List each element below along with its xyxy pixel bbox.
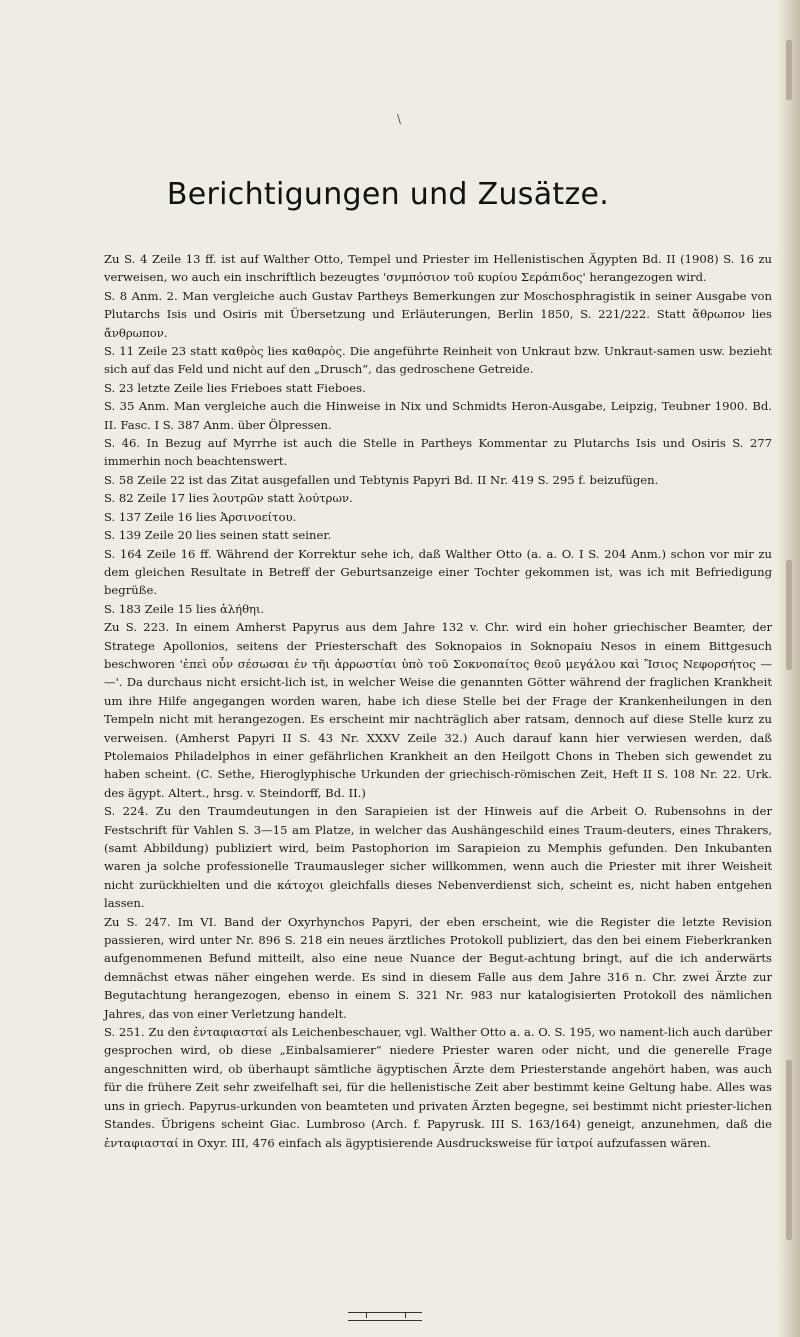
correction-entry xyxy=(104,342,772,379)
page-reference: S. 23 xyxy=(104,380,134,395)
correction-entry xyxy=(104,545,772,600)
page-title: Berichtigungen und Zusätze. xyxy=(166,177,610,212)
correction-entry xyxy=(104,618,772,802)
stray-mark: \ xyxy=(397,112,402,126)
correction-text: letzte Zeile lies Frieboes statt Fieboes. xyxy=(137,380,366,395)
page-reference: S. 58 xyxy=(104,472,134,487)
page-edge-shadow xyxy=(776,0,800,1337)
correction-text: Zu den Traumdeutungen in den Sarapieien ist der Hinweis auf die Arbeit O. Rubensohns in der Festschrift für Vahlen S. 3—15 am Platze, in welcher das Aushängeschild eines Traum-deuters, eines Thrakers, (samt Abbildung) publiziert wird, beim Pastophorion im Sarapieion zu Memphis gefunden. Den Inkubanten waren ja solche professionelle Traumausleger sicher willkommen, wenn auch die Priester mit ihrer Weisheit nicht zurückhielten und die κάτοχοι gleichfalls dieses Nebenverdienst sich, scheint es, nicht haben entgehen lassen. xyxy=(104,804,772,911)
edge-stain xyxy=(786,1060,792,1240)
correction-text: Zu den ἐνταφιασταί als Leichenbeschauer, vgl. Walther Otto a. a. O. S. 195, wo nament-lich auch darüber gesprochen wird, ob diese „Einbalsamierer“ niedere Priester waren oder nicht, und die generelle Frage angeschnitten wird, ob überhaupt sämtliche ägyptischen Ärzte dem Priesterstande angehört haben, was auch für die frühere Zeit sehr zweifelhaft sei, für die hellenistische Zeit aber bestimmt keine Geltung habe. Alles was uns in griech. Papyrus-urkunden von beamteten und privaten Ärzten begegne, sei bestimmt nicht priester-lichen Standes. Übrigens scheint Giac. Lumbroso (Arch. f. Papyrusk. III S. 163/164) geneigt, anzunehmen, daß die ἐνταφιασταί in Oxyr. III, 476 einfach als ägyptisierende Ausdrucksweise für ἰατροί aufzufassen wären. xyxy=(104,1025,773,1150)
correction-entry xyxy=(104,526,772,544)
page-reference: Zu S. 4 xyxy=(104,252,148,266)
page-reference: Zu S. 247. xyxy=(104,914,171,929)
correction-entry xyxy=(104,508,772,526)
correction-text: Anm. 2. Man vergleiche auch Gustav Partheys Bemerkungen zur Moschosphragistik in seiner Ausgabe von Plutarchs Isis und Osiris mit Übersetzung und Erläuterungen, Berlin 1850, S. 221/222. Statt ἄθρωπον lies ἄνθρωπον. xyxy=(104,288,772,340)
page-reference: S. 164 xyxy=(104,546,143,561)
edge-stain xyxy=(786,560,792,670)
correction-text: Im VI. Band der Oxyrhynchos Papyri, der eben erscheint, wie die Register die letzte Revision passieren, wird unter Nr. 896 S. 218 ein neues ärztliches Protokoll publiziert, das den bei einem Fieberkranken aufgenommenen Befund mitteilt, also eine neue Nuance der Begut-achtung bringt, auf die ich anderwärts demnächst etwas näher eingehen werde. Es sind in diesem Falle aus dem Jahre 316 n. Chr. zwei Ärzte zur Begutachtung herangezogen, ebenso in einem S. 321 Nr. 983 nur katalogisierten Protokoll des nämlichen Jahres, das von einer Verletzung handelt. xyxy=(104,914,773,1021)
page-reference: S. 137 xyxy=(104,509,142,524)
correction-entry xyxy=(104,802,772,912)
page-reference: S. 8 xyxy=(104,288,128,303)
correction-entry xyxy=(104,379,772,397)
correction-entry xyxy=(104,913,772,1023)
correction-text: Zeile 17 lies λουτρῶν statt λούτρων. xyxy=(137,491,353,506)
correction-text: Zeile 16 lies Ἀρσινοείτου. xyxy=(144,509,297,524)
correction-text: Zeile 23 statt καθρὸς lies καθαρὸς. Die angeführte Reinheit von Unkraut bzw. Unkraut-samen usw. bezieht sich auf das Feld und nicht auf den „Drusch“, das gedroschene Getreide. xyxy=(104,344,772,377)
page-reference: S. 251. xyxy=(104,1025,145,1040)
correction-entry xyxy=(104,471,772,489)
correction-entry xyxy=(104,489,772,507)
page-reference: Zu S. 223. xyxy=(104,620,170,635)
page-reference: S. 139 xyxy=(104,528,142,543)
correction-text: Zeile 16 ff. Während der Korrektur sehe ich, daß Walther Otto (a. a. O. I S. 204 Anm.) schon vor mir zu dem gleichen Resultate in Betreff der Geburtsanzeige einer Tochter gekommen ist, was ich mit Befriedigung begrüße. xyxy=(104,546,773,598)
correction-entry xyxy=(104,250,772,287)
correction-text: Zeile 20 lies seinen statt seiner. xyxy=(144,528,332,543)
corrections-body xyxy=(104,250,772,1152)
page-reference: S. 35 xyxy=(104,399,135,414)
correction-entry xyxy=(104,600,772,618)
page-reference: S. 11 xyxy=(104,344,135,359)
page-reference: S. 82 xyxy=(104,491,134,506)
edge-stain xyxy=(786,40,792,100)
correction-text: In einem Amherst Papyrus aus dem Jahre 132 v. Chr. wird ein hoher griechischer Beamter, der Stratege Apollonios, seitens der Priesterschaft des Soknopaios in Soknopaiu Nesos in einem Bittgesuch beschworen 'ἐπεὶ οὖν σέσωσαι ἐν τῆι ἀρρωστίαι ὑπὸ τοῦ Σοκνοπαίτος θεοῦ μεγάλου καὶ Ἴσιος Νεφορσήτος — —'. Da durchaus nicht ersicht-lich ist, in welcher Weise die genannten Götter während der fraglichen Krankheit um ihre Hilfe angegangen worden waren, habe ich diese Stelle bei der Frage der Krankenheilungen in den Tempeln nicht mit herangezogen. Es erscheint mir nachträglich aber ratsam, dennoch auf diese Stelle kurz zu verweisen. (Amherst Papyri II S. 43 Nr. XXXV Zeile 32.) Auch darauf kann hier verwiesen werden, daß Ptolemaios Philadelphos in einer gefährlichen Krankheit an den Heilgott Chons in Theben sich gewendet zu haben scheint. (C. Sethe, Hieroglyphische Urkunden der griechisch-römischen Zeit, Heft II S. 108 Nr. 22. Urk. des ägypt. Altert., hrsg. v. Steindorff, Bd. II.) xyxy=(104,620,773,800)
correction-entry xyxy=(104,1023,772,1152)
correction-text: Anm. Man vergleiche auch die Hinweise in Nix und Schmidts Heron-Ausgabe, Leipzig, Teubner 1900. Bd. II. Fasc. I S. 387 Anm. über Ölpressen. xyxy=(104,399,772,432)
correction-entry xyxy=(104,287,772,342)
page-reference: S. 224. xyxy=(104,804,149,819)
page-reference: S. 183 xyxy=(104,601,142,616)
correction-text: In Bezug auf Myrrhe ist auch die Stelle in Partheys Kommentar zu Plutarchs Isis und Osiris S. 277 immerhin noch beachtenswert. xyxy=(104,436,772,469)
correction-text: Zeile 22 ist das Zitat ausgefallen und Tebtynis Papyri Bd. II Nr. 419 S. 295 f. beizufügen. xyxy=(137,472,659,487)
correction-entry xyxy=(104,397,772,434)
correction-entry xyxy=(104,434,772,471)
closing-ornament-rule xyxy=(348,1312,422,1321)
correction-text: Zeile 13 ff. ist auf Walther Otto, Tempel und Priester im Hellenistischen Ägypten Bd. II (1908) S. 16 zu verweisen, wo auch ein inschriftlich bezeugtes 'σνμπόσιον τοῦ κυρίου Σεράπιδος' herangezogen wird. xyxy=(104,252,773,285)
page-reference: S. 46. xyxy=(104,436,141,451)
correction-text: Zeile 15 lies ἀλήθηι. xyxy=(144,601,265,616)
